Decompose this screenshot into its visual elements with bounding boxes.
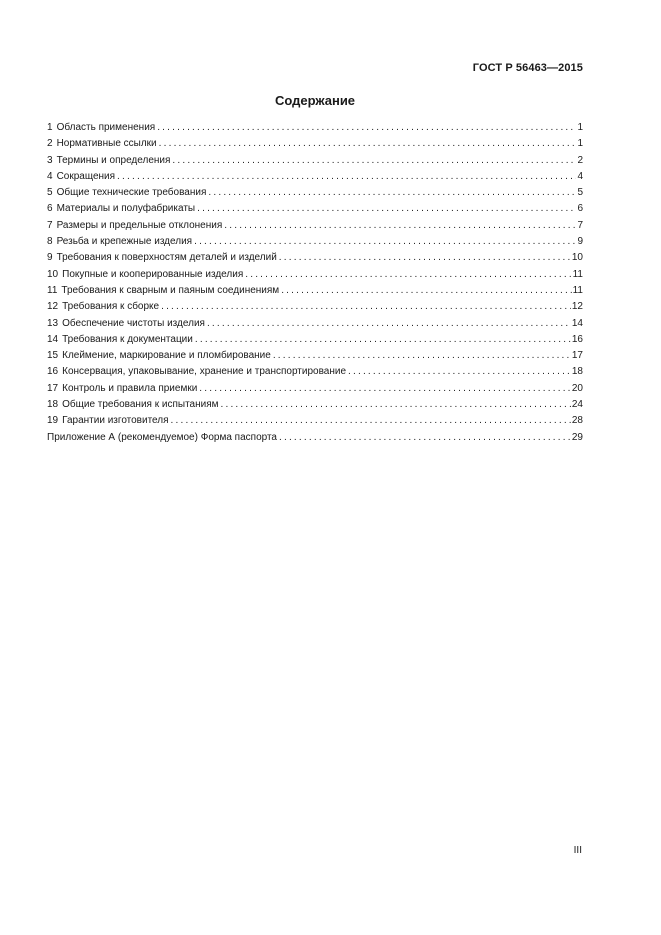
toc-entry[interactable] [47,430,583,446]
toc-entry-title: Общие технические требования [56,187,207,199]
toc-entry-title: Контроль и правила приемки [62,382,198,394]
toc-entry-page: 1 [577,138,583,150]
toc-entry-page: 11 [572,268,583,280]
toc-entry-title: Консервация, упаковывание, хранение и транспортирование [62,366,347,378]
toc-entry[interactable] [47,250,583,266]
toc-entry-number: 6 [47,203,53,215]
toc-entry-page: 7 [577,219,583,231]
toc-entry-number: 1 [47,122,53,133]
toc-entry-number: 2 [47,138,53,150]
toc-entry-title: Размеры и предельные отклонения [56,219,223,231]
toc-entry-page: 10 [571,252,583,264]
toc-entry-page: 29 [571,431,583,443]
toc-entry-title: Требования к документации [62,333,193,345]
toc-entry[interactable] [47,299,583,315]
toc-entry-page: 24 [571,399,583,411]
toc-leader-dots [222,218,576,234]
toc-entry[interactable] [47,218,583,234]
toc-entry[interactable] [47,413,583,429]
toc-leader-dots [115,169,576,185]
toc-entry-number: 12 [47,301,59,313]
toc-entry-number: 14 [47,333,59,345]
toc-entry[interactable] [47,348,583,364]
toc-entry-number: 9 [47,252,53,264]
toc-entry-title: Требования к сборке [62,301,160,313]
toc-entry-title: Резьба и крепежные изделия [56,236,193,248]
toc-leader-dots [170,153,576,169]
toc-entry-page: 6 [577,203,583,215]
toc-entry[interactable] [47,234,583,250]
toc-entry-number: 4 [47,170,53,182]
document-code: ГОСТ Р 56463—2015 [472,62,583,74]
toc-leader-dots [157,136,577,152]
toc-entry-page: 5 [577,187,583,199]
toc-entry-number: 13 [47,317,59,329]
toc-entry[interactable] [47,136,583,152]
toc-entry-number: 8 [47,236,53,248]
toc-entry-page: 16 [571,333,583,345]
table-of-contents [47,120,583,446]
toc-entry-number: 5 [47,187,53,199]
toc-leader-dots [205,316,571,332]
toc-leader-dots [271,348,571,364]
toc-entry[interactable] [47,153,583,169]
toc-leader-dots [346,364,571,380]
toc-leader-dots [279,283,571,299]
toc-entry-title: Нормативные ссылки [56,138,157,150]
toc-entry[interactable] [47,201,583,217]
toc-entry-title: Термины и определения [56,154,171,166]
toc-entry-title: Общие требования к испытаниям [62,399,219,411]
toc-leader-dots [219,397,571,413]
toc-entry-title: Сокращения [56,170,116,182]
toc-entry-title: Требования к поверхностям деталей и изделий [56,252,277,264]
toc-entry[interactable] [47,332,583,348]
toc-entry[interactable] [47,283,583,299]
toc-leader-dots [192,234,576,250]
toc-entry-title: Обеспечение чистоты изделия [62,317,205,329]
toc-entry-number: 19 [47,415,59,427]
toc-leader-dots [277,430,571,446]
toc-entry-page: 11 [572,284,583,296]
toc-entry[interactable] [47,169,583,185]
toc-entry-page: 4 [577,170,583,182]
toc-entry[interactable] [47,316,583,332]
toc-entry-page: 17 [571,350,583,362]
toc-entry-page: 12 [571,301,583,313]
toc-leader-dots [155,120,576,136]
toc-entry-number: 10 [47,268,59,280]
toc-entry-page: 14 [571,317,583,329]
page-number: III [573,845,582,856]
toc-entry[interactable] [47,397,583,413]
toc-entry-number: 7 [47,219,53,231]
toc-entry-title: Покупные и кооперированные изделия [62,268,244,280]
toc-entry-title: Приложение А (рекомендуемое) Форма паспорта [47,431,277,443]
toc-entry-number: 15 [47,350,59,362]
toc-entry-number: 17 [47,382,59,394]
toc-entry-title: Клеймение, маркирование и пломбирование [62,350,271,362]
toc-entry-page: 9 [577,236,583,248]
toc-entry-page: 28 [571,415,583,427]
toc-entry-title: Область применения [56,122,156,133]
toc-entry-number: 16 [47,366,59,378]
toc-leader-dots [193,332,571,348]
toc-entry-number: 3 [47,154,53,166]
toc-entry[interactable] [47,120,583,136]
toc-entry[interactable] [47,185,583,201]
toc-leader-dots [277,250,571,266]
toc-leader-dots [169,413,571,429]
toc-entry-number: 18 [47,399,59,411]
toc-entry-title: Материалы и полуфабрикаты [56,203,196,215]
toc-leader-dots [195,201,576,217]
toc-leader-dots [243,267,571,283]
toc-entry-title: Гарантии изготовителя [62,415,169,427]
toc-leader-dots [197,381,571,397]
toc-leader-dots [206,185,576,201]
toc-entry-page: 18 [571,366,583,378]
toc-entry-title: Требования к сварным и паяным соединениям [61,284,280,296]
toc-entry[interactable] [47,381,583,397]
toc-entry-page: 20 [571,382,583,394]
toc-entry-page: 2 [577,154,583,166]
toc-entry-number: 11 [47,284,58,296]
toc-title: Содержание [274,93,356,108]
toc-entry[interactable] [47,267,583,283]
toc-entry[interactable] [47,364,583,380]
toc-leader-dots [159,299,571,315]
toc-entry-page: 1 [577,122,583,133]
